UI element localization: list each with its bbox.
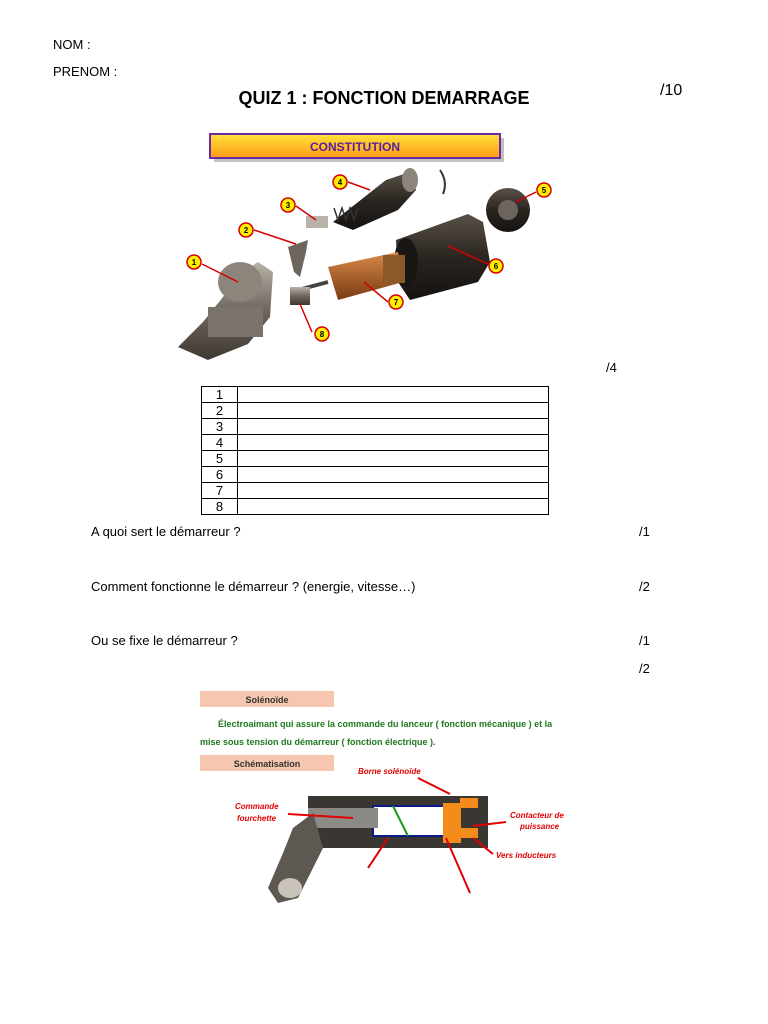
solenoid-figure xyxy=(188,688,580,920)
callout-number: 5 xyxy=(541,186,547,195)
question-2-score: /2 xyxy=(639,579,650,594)
callout-3 xyxy=(281,198,295,212)
callout-number: 2 xyxy=(243,226,249,235)
drive-end-housing xyxy=(178,262,273,360)
table-row xyxy=(202,467,549,483)
label-borne-solenoide: Borne solénoïde xyxy=(358,767,421,776)
parts-table xyxy=(201,386,549,515)
total-score: /10 xyxy=(660,82,683,99)
description-line-1: Électroaimant qui assure la commande du lanceur ( fonction mécanique ) et la xyxy=(218,719,553,729)
solenoid-body xyxy=(268,796,488,903)
part-answer-cell[interactable] xyxy=(238,435,549,451)
question-2: Comment fonctionne le démarreur ? (energie, vitesse…) xyxy=(91,579,416,594)
part-number: 7 xyxy=(202,483,238,499)
parts-score: /4 xyxy=(606,360,617,375)
question-3-score: /1 xyxy=(639,633,650,648)
nom-label: NOM : xyxy=(53,37,91,52)
label-contacteur: Contacteur de xyxy=(510,811,564,820)
section-label-solenoide: Solénoïde xyxy=(245,695,289,705)
table-row xyxy=(202,435,549,451)
table-row xyxy=(202,451,549,467)
label-commande: Commande xyxy=(235,802,279,811)
starter-exploded-figure xyxy=(148,122,566,370)
drive-pinion xyxy=(290,287,310,305)
part-number: 8 xyxy=(202,499,238,515)
plunger xyxy=(306,216,328,228)
part-answer-cell[interactable] xyxy=(238,387,549,403)
callout-4 xyxy=(333,175,347,189)
callout-6 xyxy=(489,259,503,273)
part-number: 2 xyxy=(202,403,238,419)
constitution-banner: CONSTITUTION xyxy=(310,140,400,154)
question-3: Ou se fixe le démarreur ? xyxy=(91,633,238,648)
part-answer-cell[interactable] xyxy=(238,403,549,419)
callout-8 xyxy=(315,327,329,341)
part-number: 3 xyxy=(202,419,238,435)
callout-2 xyxy=(239,223,253,237)
callout-number: 3 xyxy=(285,201,291,210)
description-line-2: mise sous tension du démarreur ( fonction électrique ). xyxy=(200,737,436,747)
part-answer-cell[interactable] xyxy=(238,499,549,515)
page-title: QUIZ 1 : FONCTION DEMARRAGE xyxy=(238,88,530,108)
shift-fork xyxy=(288,240,308,277)
callout-number: 4 xyxy=(337,178,343,187)
table-row xyxy=(202,483,549,499)
callout-number: 8 xyxy=(319,330,325,339)
table-row xyxy=(202,419,549,435)
callout-5 xyxy=(537,183,551,197)
label-puissance: puissance xyxy=(520,822,560,831)
table-row xyxy=(202,403,549,419)
section-label-schematisation: Schématisation xyxy=(233,759,301,769)
part-answer-cell[interactable] xyxy=(238,483,549,499)
callout-number: 6 xyxy=(493,262,499,271)
part-answer-cell[interactable] xyxy=(238,451,549,467)
armature xyxy=(298,252,405,300)
question-1-score: /1 xyxy=(639,524,650,539)
label-fourchette: fourchette xyxy=(237,814,277,823)
callout-number: 7 xyxy=(393,298,399,307)
table-row xyxy=(202,387,549,403)
table-row xyxy=(202,499,549,515)
part-number: 6 xyxy=(202,467,238,483)
callout-7 xyxy=(389,295,403,309)
question-1: A quoi sert le démarreur ? xyxy=(91,524,241,539)
label-vers-inducteurs: Vers inducteurs xyxy=(496,851,557,860)
part-number: 4 xyxy=(202,435,238,451)
part-number: 5 xyxy=(202,451,238,467)
brush-holder-cap xyxy=(486,188,530,232)
part-number: 1 xyxy=(202,387,238,403)
extra-score: /2 xyxy=(639,661,650,676)
part-answer-cell[interactable] xyxy=(238,467,549,483)
callout-number: 1 xyxy=(191,258,197,267)
prenom-label: PRENOM : xyxy=(53,64,118,79)
part-answer-cell[interactable] xyxy=(238,419,549,435)
callout-1 xyxy=(187,255,201,269)
